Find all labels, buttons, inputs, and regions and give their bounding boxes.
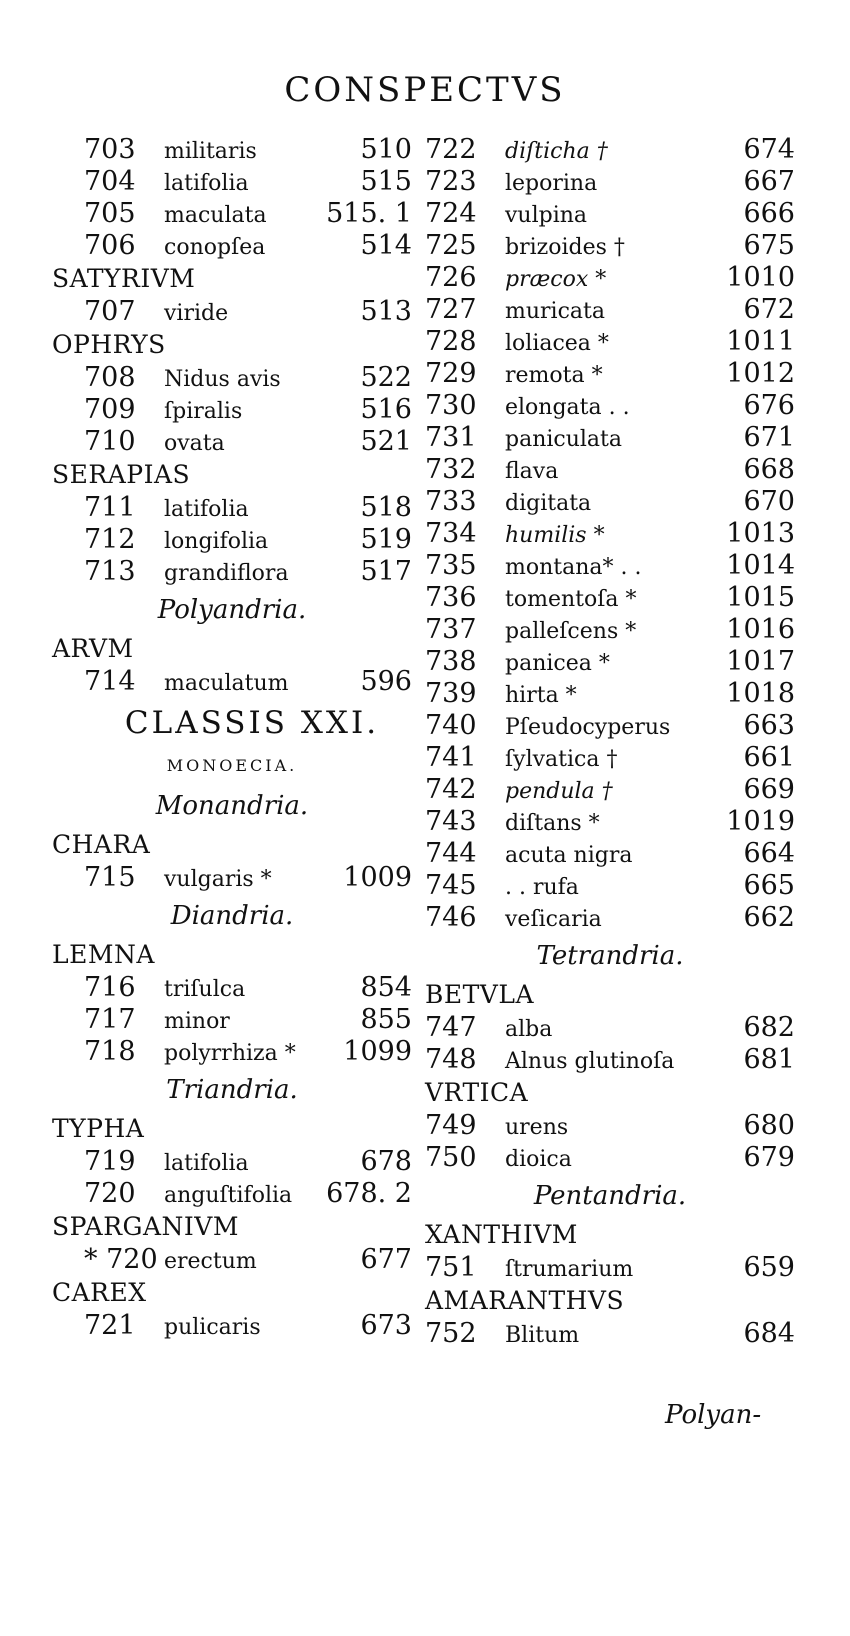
page-reference: 678 — [360, 1146, 412, 1177]
species-name: militaris — [164, 139, 257, 164]
species-name: humilis * — [505, 523, 605, 548]
genus-heading: TYPHA — [52, 1114, 145, 1143]
page-reference: 665 — [743, 870, 795, 901]
species-name: digitata — [505, 491, 592, 516]
index-entry — [425, 518, 795, 550]
entry-number: 730 — [425, 390, 477, 421]
page-reference: 670 — [743, 486, 795, 517]
entry-number: 708 — [84, 362, 136, 393]
page-reference: 522 — [360, 362, 412, 393]
catchword: Polyan- — [665, 1400, 762, 1430]
entry-number: 715 — [84, 862, 136, 893]
index-entry — [425, 742, 795, 774]
index-entry — [425, 294, 795, 326]
genus-heading: CHARA — [52, 830, 151, 859]
index-entry — [425, 262, 795, 294]
entry-number: 719 — [84, 1146, 136, 1177]
right-column — [425, 134, 795, 1350]
index-entry — [52, 362, 412, 394]
page-reference: 666 — [743, 198, 795, 229]
species-name: dioica — [505, 1147, 572, 1172]
entry-number: 731 — [425, 422, 477, 453]
page-reference: 661 — [743, 742, 795, 773]
species-name: montana* . . — [505, 555, 642, 580]
section-heading: Triandria. — [166, 1075, 298, 1105]
species-name: Alnus glutinoſa — [505, 1049, 675, 1074]
entry-number: 714 — [84, 666, 136, 697]
species-name: muricata — [505, 299, 605, 324]
entry-number: 705 — [84, 198, 136, 229]
page-reference: 682 — [743, 1012, 795, 1043]
section-heading: Monandria. — [155, 791, 309, 821]
page-reference: 517 — [360, 556, 412, 587]
species-name: brizoides † — [505, 235, 625, 260]
entry-number: 744 — [425, 838, 477, 869]
species-name: ſtrumarium — [505, 1257, 634, 1282]
page-reference: 659 — [743, 1252, 795, 1283]
species-name: anguſtifolia — [164, 1183, 293, 1208]
index-entry — [52, 1244, 412, 1276]
page-reference: 680 — [743, 1110, 795, 1141]
index-entry — [52, 524, 412, 556]
genus-heading: VRTICA — [425, 1078, 529, 1107]
entry-number: 724 — [425, 198, 477, 229]
species-name: Nidus avis — [164, 367, 281, 392]
entry-number: 712 — [84, 524, 136, 555]
index-entry — [52, 394, 412, 426]
entry-number: 742 — [425, 774, 477, 805]
page-reference: 678. 2 — [326, 1178, 412, 1209]
species-name: elongata . . — [505, 395, 630, 420]
index-entry — [425, 870, 795, 902]
index-entry — [425, 198, 795, 230]
entry-number: * 720 — [84, 1244, 158, 1275]
entry-number: 750 — [425, 1142, 477, 1173]
index-entry — [52, 296, 412, 328]
page-reference: 514 — [360, 230, 412, 261]
page-reference: 1019 — [726, 806, 795, 837]
entry-number: 732 — [425, 454, 477, 485]
species-name: remota * — [505, 363, 603, 388]
genus-heading: OPHRYS — [52, 330, 166, 359]
page-reference: 1010 — [726, 262, 795, 293]
page-reference: 1009 — [343, 862, 412, 893]
index-entry — [425, 614, 795, 646]
index-entry — [425, 1012, 795, 1044]
genus-heading: AMARANTHVS — [425, 1286, 625, 1315]
entry-number: 737 — [425, 614, 477, 645]
index-entry — [52, 972, 412, 1004]
species-name: latifolia — [164, 171, 249, 196]
page-reference: 855 — [360, 1004, 412, 1035]
entry-number: 739 — [425, 678, 477, 709]
index-entry — [425, 486, 795, 518]
page-reference: 515. 1 — [326, 198, 412, 229]
page-reference: 676 — [743, 390, 795, 421]
index-entry — [425, 1110, 795, 1142]
entry-number: 703 — [84, 134, 136, 165]
left-column — [52, 134, 412, 1342]
index-entry — [425, 134, 795, 166]
species-name: acuta nigra — [505, 843, 633, 868]
entry-number: 720 — [84, 1178, 136, 1209]
genus-heading: SERAPIAS — [52, 460, 191, 489]
entry-number: 734 — [425, 518, 477, 549]
species-name: maculatum — [164, 671, 289, 696]
entry-number: 740 — [425, 710, 477, 741]
entry-number: 710 — [84, 426, 136, 457]
species-name: maculata — [164, 203, 267, 228]
species-name: Pſeudocyperus — [505, 715, 671, 740]
species-name: ovata — [164, 431, 225, 456]
page-reference: 672 — [743, 294, 795, 325]
species-name: ſylvatica † — [505, 747, 618, 772]
entry-number: 745 — [425, 870, 477, 901]
index-entry — [52, 166, 412, 198]
page-reference: 1013 — [726, 518, 795, 549]
entry-number: 727 — [425, 294, 477, 325]
index-entry — [52, 1178, 412, 1210]
index-entry — [425, 1142, 795, 1174]
species-name: flava — [505, 459, 559, 484]
page-reference: 1014 — [726, 550, 795, 581]
entry-number: 723 — [425, 166, 477, 197]
genus-heading: ARVM — [52, 634, 134, 663]
entry-number: 733 — [425, 486, 477, 517]
page-reference: 519 — [360, 524, 412, 555]
page-reference: 668 — [743, 454, 795, 485]
entry-number: 746 — [425, 902, 477, 933]
index-entry — [425, 422, 795, 454]
entry-number: 717 — [84, 1004, 136, 1035]
species-name: diſtans * — [505, 811, 600, 836]
species-name: conopſea — [164, 235, 266, 260]
page-reference: 1012 — [726, 358, 795, 389]
entry-number: 728 — [425, 326, 477, 357]
index-entry — [52, 134, 412, 166]
species-name: alba — [505, 1017, 553, 1042]
index-entry — [425, 646, 795, 678]
entry-number: 748 — [425, 1044, 477, 1075]
entry-number: 729 — [425, 358, 477, 389]
entry-number: 713 — [84, 556, 136, 587]
index-entry — [52, 862, 412, 894]
page-reference: 667 — [743, 166, 795, 197]
index-entry — [425, 166, 795, 198]
page-reference: 521 — [360, 426, 412, 457]
species-name: leporina — [505, 171, 598, 196]
entry-number: 716 — [84, 972, 136, 1003]
index-entry — [425, 710, 795, 742]
index-entry — [52, 230, 412, 262]
index-entry — [425, 326, 795, 358]
entry-number: 721 — [84, 1310, 136, 1341]
page-reference: 671 — [743, 422, 795, 453]
page-reference: 1011 — [726, 326, 795, 357]
species-name: latifolia — [164, 497, 249, 522]
subclass-heading: MONOECIA. — [166, 756, 298, 775]
entry-number: 711 — [84, 492, 136, 523]
species-name: polyrrhiza * — [164, 1041, 296, 1066]
page-reference: 515 — [360, 166, 412, 197]
page-reference: 662 — [743, 902, 795, 933]
entry-number: 738 — [425, 646, 477, 677]
species-name: viride — [164, 301, 229, 326]
page-reference: 681 — [743, 1044, 795, 1075]
genus-heading: LEMNA — [52, 940, 155, 969]
page-reference: 679 — [743, 1142, 795, 1173]
page-reference: 1017 — [726, 646, 795, 677]
species-name: paniculata — [505, 427, 623, 452]
genus-heading: BETVLA — [425, 980, 535, 1009]
page-reference: 516 — [360, 394, 412, 425]
index-entry — [425, 774, 795, 806]
index-entry — [52, 1004, 412, 1036]
species-name: panicea * — [505, 651, 610, 676]
index-entry — [425, 1044, 795, 1076]
species-name: triſulca — [164, 977, 246, 1002]
species-name: vulpina — [505, 203, 588, 228]
index-entry — [425, 582, 795, 614]
entry-number: 741 — [425, 742, 477, 773]
page-reference: 596 — [360, 666, 412, 697]
index-entry — [52, 426, 412, 458]
entry-number: 707 — [84, 296, 136, 327]
species-name: erectum — [164, 1249, 257, 1274]
entry-number: 751 — [425, 1252, 477, 1283]
species-name: longifolia — [164, 529, 269, 554]
page-reference: 673 — [360, 1310, 412, 1341]
species-name: veſicaria — [505, 907, 602, 932]
page-reference: 1099 — [343, 1036, 412, 1067]
index-entry — [52, 1146, 412, 1178]
entry-number: 726 — [425, 262, 477, 293]
genus-heading: SATYRIVM — [52, 264, 196, 293]
page-reference: 1016 — [726, 614, 795, 645]
index-entry — [425, 678, 795, 710]
species-name: tomentoſa * — [505, 587, 637, 612]
index-entry — [425, 358, 795, 390]
species-name: . . rufa — [505, 875, 579, 900]
page-reference: 684 — [743, 1318, 795, 1349]
species-name: vulgaris * — [164, 867, 272, 892]
page-reference: 677 — [360, 1244, 412, 1275]
species-name: Blitum — [505, 1323, 580, 1348]
species-name: latifolia — [164, 1151, 249, 1176]
entry-number: 743 — [425, 806, 477, 837]
species-name: diſticha † — [505, 139, 608, 164]
entry-number: 706 — [84, 230, 136, 261]
index-entry — [425, 1252, 795, 1284]
index-entry — [52, 1036, 412, 1068]
species-name: palleſcens * — [505, 619, 637, 644]
page-reference: 669 — [743, 774, 795, 805]
index-entry — [52, 556, 412, 588]
entry-number: 704 — [84, 166, 136, 197]
index-entry — [425, 902, 795, 934]
entry-number: 736 — [425, 582, 477, 613]
species-name: ſpiralis — [164, 399, 243, 424]
page-reference: 1015 — [726, 582, 795, 613]
page-reference: 513 — [360, 296, 412, 327]
index-entry — [52, 198, 412, 230]
genus-heading: SPARGANIVM — [52, 1212, 239, 1241]
species-name: pulicaris — [164, 1315, 261, 1340]
genus-heading: XANTHIVM — [425, 1220, 578, 1249]
index-entry — [425, 454, 795, 486]
page-reference: 675 — [743, 230, 795, 261]
index-entry — [425, 230, 795, 262]
index-entry — [425, 1318, 795, 1350]
section-heading: Pentandria. — [533, 1181, 687, 1211]
entry-number: 722 — [425, 134, 477, 165]
species-name: urens — [505, 1115, 569, 1140]
page-reference: 663 — [743, 710, 795, 741]
section-heading: Tetrandria. — [536, 941, 684, 971]
index-entry — [52, 666, 412, 698]
entry-number: 725 — [425, 230, 477, 261]
page-reference: 518 — [360, 492, 412, 523]
index-entry — [425, 550, 795, 582]
species-name: hirta * — [505, 683, 577, 708]
entry-number: 752 — [425, 1318, 477, 1349]
class-heading: CLASSIS XXI. — [124, 705, 380, 741]
entry-number: 718 — [84, 1036, 136, 1067]
species-name: minor — [164, 1009, 230, 1034]
index-entry — [425, 390, 795, 422]
entry-number: 747 — [425, 1012, 477, 1043]
index-entry — [425, 838, 795, 870]
page-reference: 664 — [743, 838, 795, 869]
page-reference: 674 — [743, 134, 795, 165]
page-reference: 1018 — [726, 678, 795, 709]
genus-heading: CAREX — [52, 1278, 147, 1307]
page-reference: 854 — [360, 972, 412, 1003]
page-title: CONSPECTVS — [284, 70, 566, 110]
entry-number: 749 — [425, 1110, 477, 1141]
species-name: præcox * — [505, 267, 607, 292]
page-reference: 510 — [360, 134, 412, 165]
section-heading: Polyandria. — [157, 595, 307, 625]
species-name: grandiflora — [164, 561, 289, 586]
index-entry — [52, 492, 412, 524]
species-name: pendula † — [505, 779, 613, 804]
species-name: loliacea * — [505, 331, 609, 356]
entry-number: 735 — [425, 550, 477, 581]
index-entry — [52, 1310, 412, 1342]
entry-number: 709 — [84, 394, 136, 425]
index-entry — [425, 806, 795, 838]
section-heading: Diandria. — [170, 901, 294, 931]
